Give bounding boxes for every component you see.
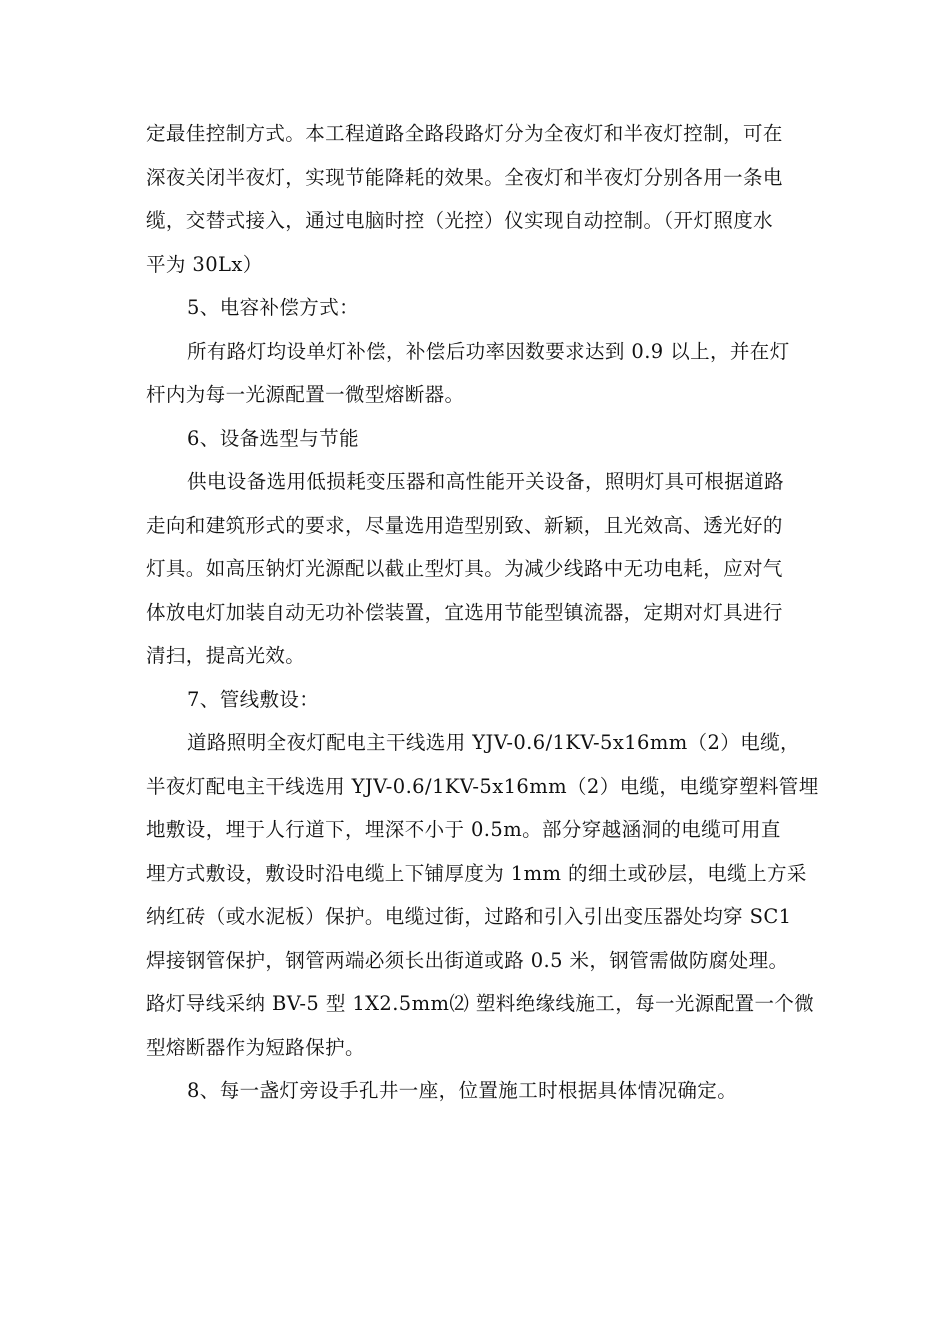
text-line: 供电设备选用低损耗变压器和高性能开关设备，照明灯具可根据道路: [187, 470, 785, 493]
text-line: 平为 30Lx）: [146, 252, 263, 276]
text-line: 型熔断器作为短路保护。: [146, 1035, 365, 1059]
text-line: 缆，交替式接入，通过电脑时控（光控）仪实现自动控制。（开灯照度水: [146, 209, 774, 232]
text-line: 杆内为每一光源配置一微型熔断器。: [146, 383, 465, 406]
text-line: 走向和建筑形式的要求，尽量选用造型别致、新颖，且光效高、透光好的: [146, 513, 783, 537]
document-body: [146, 112, 830, 1113]
text-line: 道路照明全夜灯配电主干线选用 YJV-0.6/1KV-5x16mm（2）电缆，: [187, 731, 800, 754]
text-line: 体放电灯加装自动无功补偿装置，宜选用节能型镇流器，定期对灯具进行: [146, 600, 783, 624]
text-line: 路灯导线采纳 BV-5 型 1X2.5mm⑵ 塑料绝缘线施工，每一光源配置一个微: [146, 992, 815, 1015]
text-line: 焊接钢管保护，钢管两端必须长出街道或路 0.5 米，钢管需做防腐处理。: [146, 948, 789, 972]
text-line: 半夜灯配电主干线选用 YJV-0.6/1KV-5x16mm（2）电缆，电缆穿塑料管埋: [146, 774, 819, 798]
text-line: 地敷设，埋于人行道下，埋深不小于 0.5m。部分穿越涵洞的电缆可用直: [146, 818, 781, 841]
text-line: 定最佳控制方式。本工程道路全路段路灯分为全夜灯和半夜灯控制，可在: [146, 122, 783, 145]
text-line: 深夜关闭半夜灯，实现节能降耗的效果。全夜灯和半夜灯分别各用一条电: [146, 165, 783, 189]
section-heading-equipment-selection: 6、设备选型与节能: [187, 426, 360, 450]
text-line: 清扫，提高光效。: [146, 644, 306, 667]
text-line: 灯具。如高压钠灯光源配以截止型灯具。为减少线路中无功电耗，应对气: [146, 557, 783, 580]
text-line: 纳红砖（或水泥板）保护。电缆过街，过路和引入引出变压器处均穿 SC1: [146, 905, 792, 928]
text-line: 所有路灯均设单灯补偿，补偿后功率因数要求达到 0.9 以上，并在灯: [187, 339, 790, 363]
section-heading-pipeline-laying: 7、管线敷设：: [187, 687, 320, 711]
section-heading-hand-hole-well: 8、每一盏灯旁设手孔井一座，位置施工时根据具体情况确定。: [187, 1079, 738, 1102]
text-line: 埋方式敷设，敷设时沿电缆上下铺厚度为 1mm 的细土或砂层，电缆上方采: [146, 861, 807, 885]
section-heading-capacitor-compensation: 5、电容补偿方式：: [187, 296, 360, 319]
